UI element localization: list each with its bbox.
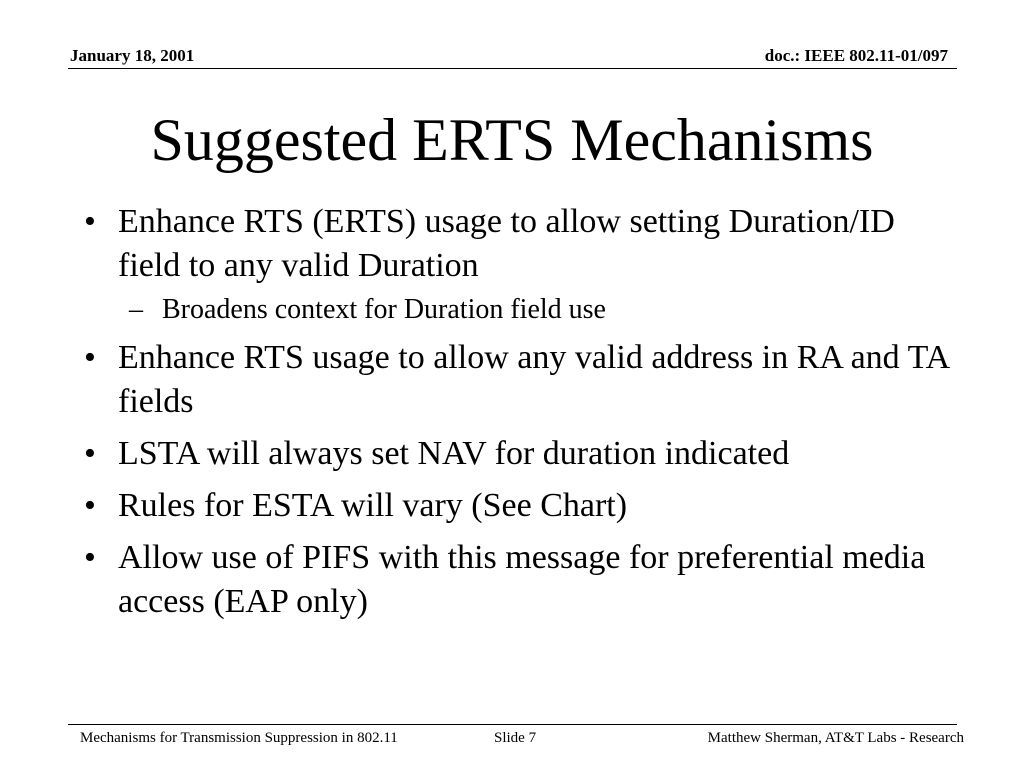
bullet-item: [78, 336, 958, 424]
footer-presentation-title: Mechanisms for Transmission Suppression in 802.11: [80, 730, 398, 746]
sub-bullet-marker: –: [129, 294, 143, 325]
header-doc-id: doc.: IEEE 802.11-01/097: [764, 46, 948, 65]
slide-title: Suggested ERTS Mechanisms: [150, 107, 874, 173]
bullet-item: [78, 536, 958, 624]
footer-slide-number: Slide 7: [494, 730, 537, 746]
footer-author: Matthew Sherman, AT&T Labs - Research: [707, 730, 964, 746]
bullet-list: [78, 200, 958, 632]
bullet-marker: •: [84, 539, 96, 576]
header-rule: [68, 68, 957, 69]
sub-bullet-text: Broadens context for Duration field use: [162, 294, 606, 325]
bullet-text: Rules for ESTA will vary (See Chart): [118, 487, 628, 524]
bullet-marker: •: [84, 203, 96, 240]
sub-bullet-list: [118, 292, 958, 328]
header-date: January 18, 2001: [70, 46, 195, 65]
footer-rule: [68, 724, 957, 725]
bullet-item: [78, 432, 958, 476]
bullet-marker: •: [84, 339, 96, 376]
bullet-marker: •: [84, 487, 96, 524]
bullet-item: [78, 200, 958, 328]
bullet-text: Enhance RTS usage to allow any valid address in RA and TA fields: [118, 339, 949, 420]
bullet-text: Enhance RTS (ERTS) usage to allow setting Duration/ID field to any valid Duration: [118, 203, 895, 284]
sub-bullet-item: [118, 292, 958, 328]
bullet-item: [78, 484, 958, 528]
bullet-marker: •: [84, 435, 96, 472]
bullet-text: LSTA will always set NAV for duration indicated: [118, 435, 790, 472]
bullet-text: Allow use of PIFS with this message for preferential media access (EAP only): [118, 539, 926, 620]
